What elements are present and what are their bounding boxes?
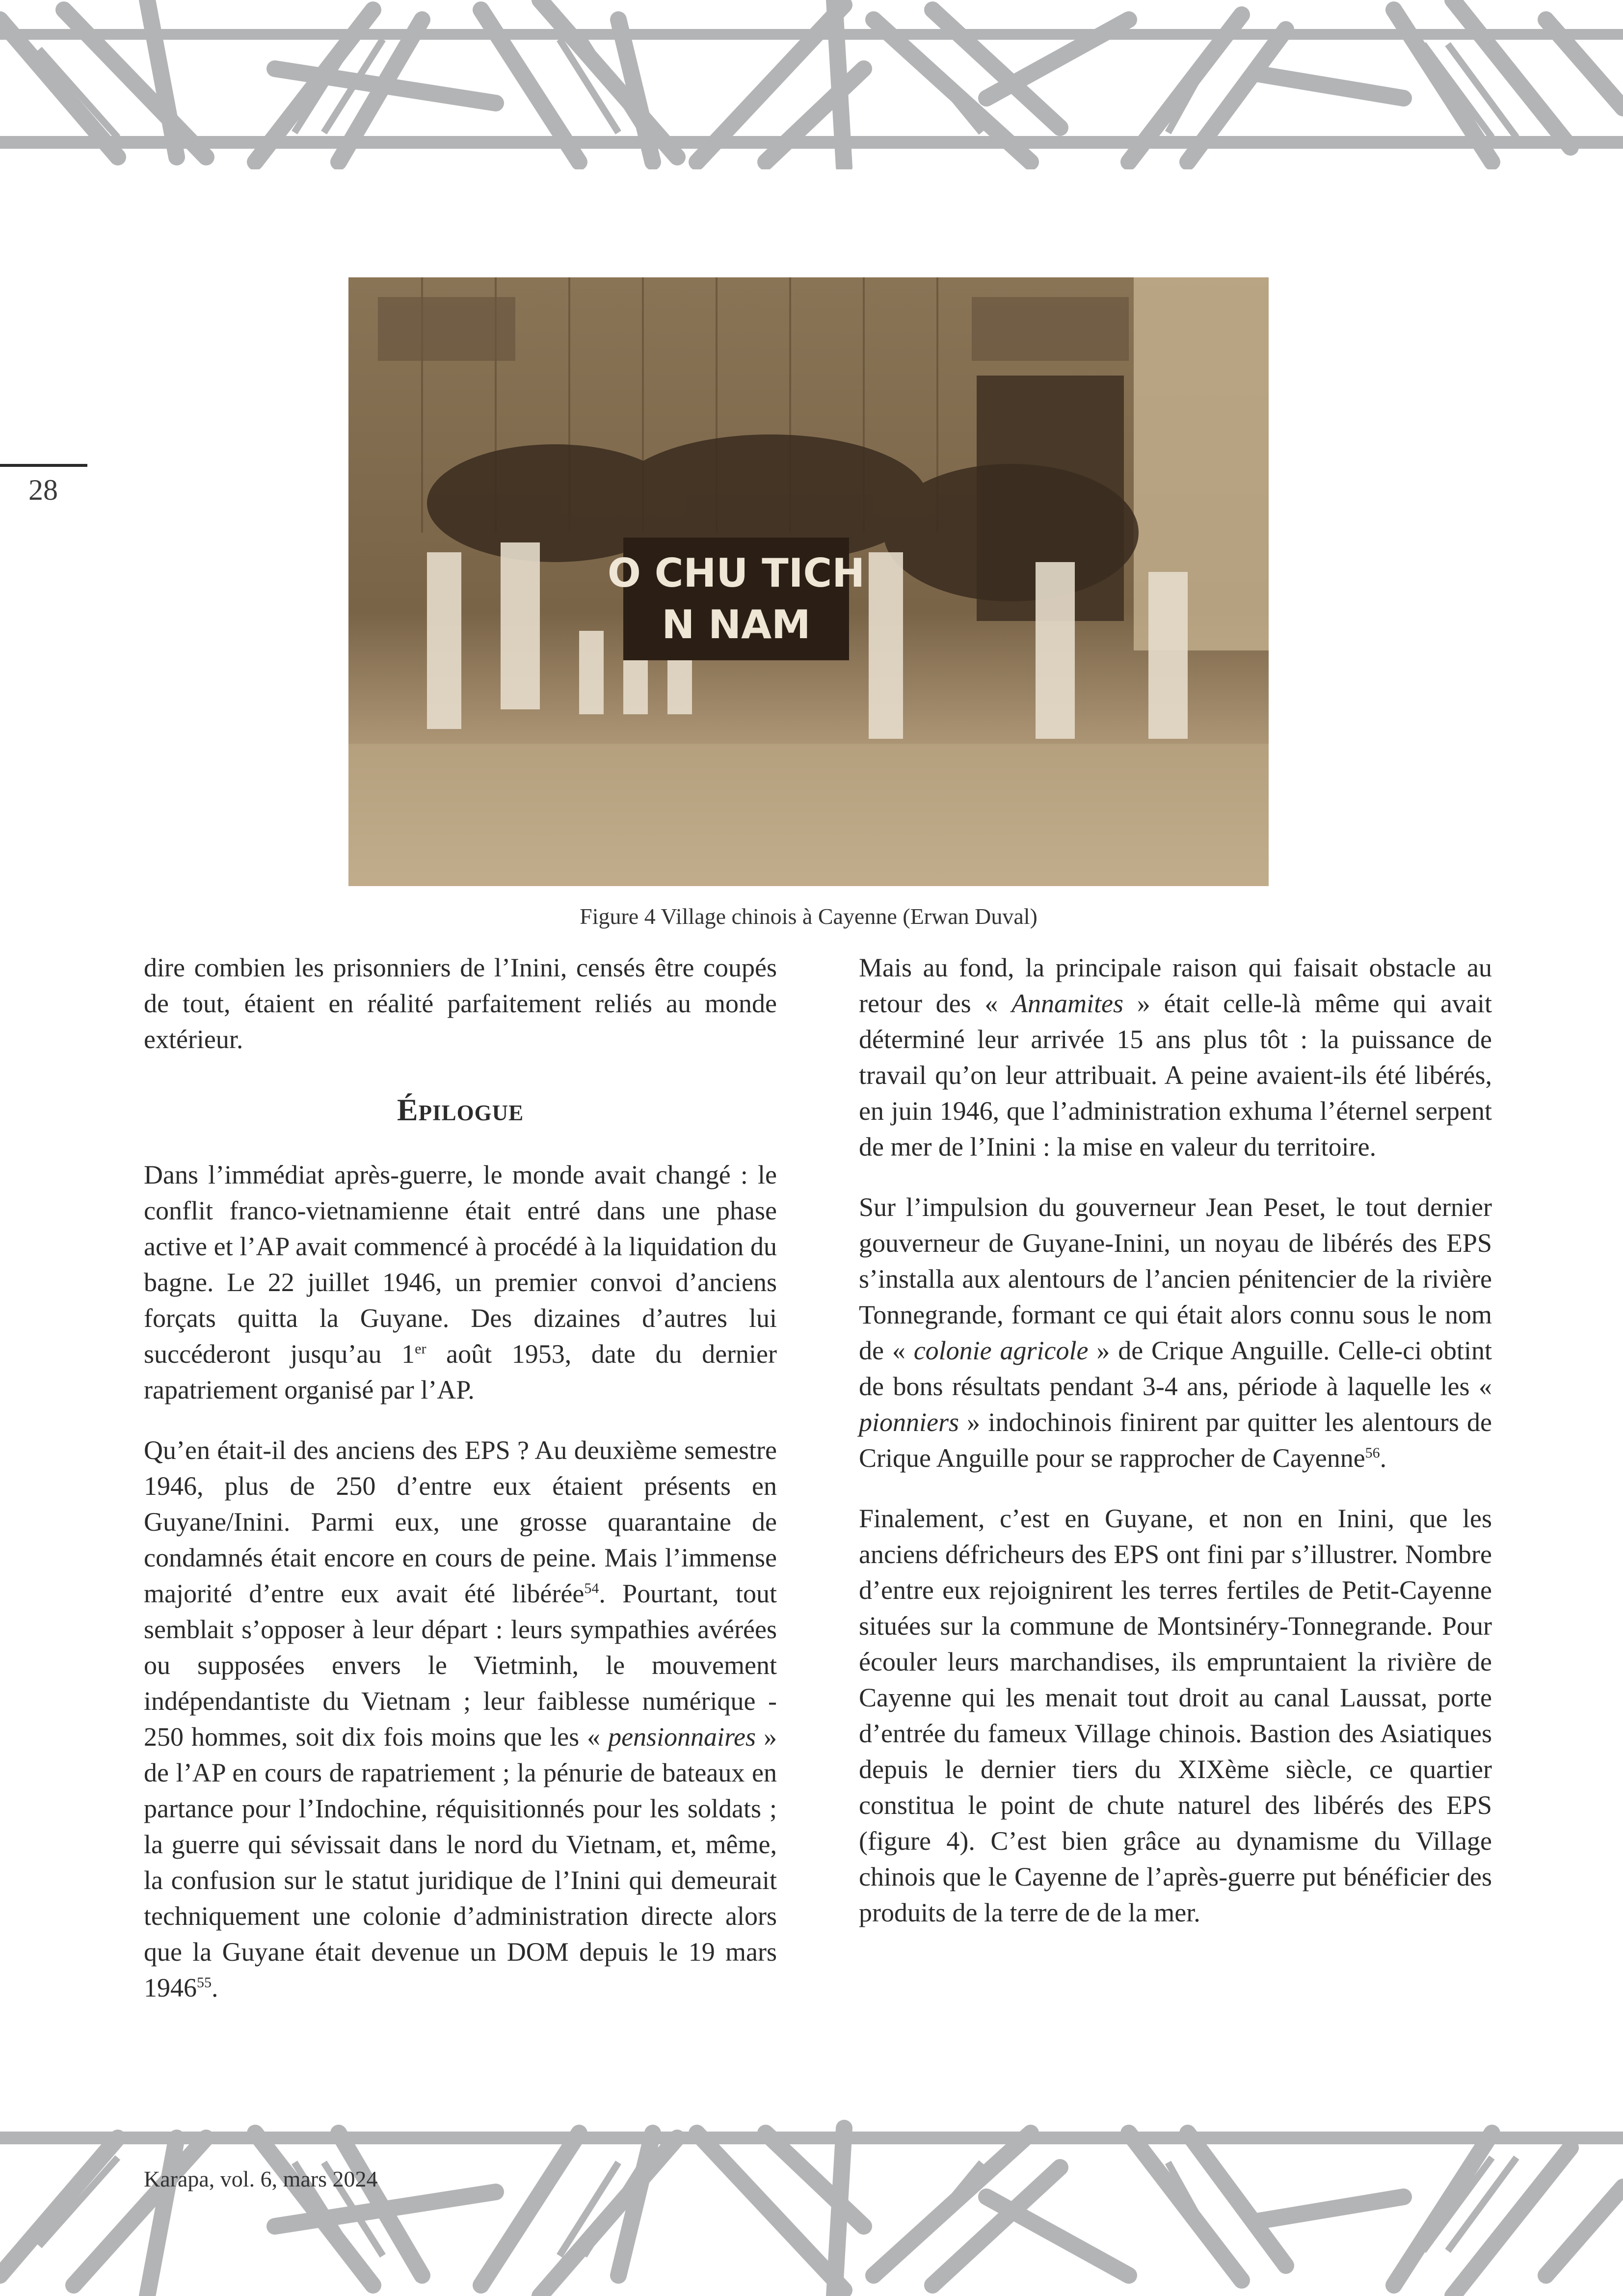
text-segment: Qu’en était-il des anciens des EPS ? Au deuxième semestre 1946, plus de 250 d’entre eux étaient présents en Guyane/Inini. Parmi eux, une grosse quarantaine de condamnés était encore en cours de peine. Mais l’immense majorité d’entre eux avait été libérée: [144, 1435, 777, 1608]
footnote-ref-55: 55: [197, 1974, 212, 1991]
superscript: er: [415, 1341, 426, 1357]
text-segment: » était celle-là même qui avait déterminé leur arrivée 15 ans plus tôt : la puissance de travail qu’on leur attribuait. A peine avaient-ils été libérés, en juin 1946, que l’administration exhuma l’éternel serpent de mer de l’Inini : la mise en valeur du territoire.: [859, 989, 1492, 1162]
text-segment: .: [1380, 1443, 1387, 1473]
left-paragraph-2: [144, 1157, 777, 1408]
figure-caption: Figure 4 Village chinois à Cayenne (Erwan Duval): [580, 904, 1038, 929]
text-segment: Sur l’impulsion du gouverneur Jean Peset, le tout dernier gouverneur de Guyane-Inini, un noyau de libérés des EPS s’installa aux alentours de l’ancien pénitencier de la rivière Tonnegrande, formant ce qui était alors connu sous le nom de «: [859, 1192, 1492, 1365]
page-number: 28: [28, 474, 58, 506]
text-segment: Dans l’immédiat après-guerre, le monde avait changé : le conflit franco-vietnamienne était entré dans une phase active et l’AP avait commencé à procédé à la liquidation du bagne. Le 22 juillet 1946, un premier convoi d’anciens forçats quitta la Guyane. Des dizaines d’autres lui succéderont jusqu’au 1: [144, 1160, 777, 1369]
banner-text-2: N NAM: [662, 602, 811, 648]
italic-term: Annamites: [1011, 989, 1124, 1018]
journal-footer: Karapa, vol. 6, mars 2024: [144, 2166, 378, 2191]
text-segment: Mais au fond, la principale raison qui faisait obstacle au retour des «: [859, 953, 1492, 1018]
right-paragraph-2: [859, 1189, 1492, 1476]
text-segment: août 1953, date du dernier rapatriement organisé par l’AP.: [144, 1339, 777, 1405]
photo-illustration: [348, 277, 1269, 886]
section-heading: [144, 1092, 777, 1128]
italic-term: pensionnaires: [608, 1722, 756, 1752]
page-number-rule: [0, 464, 87, 467]
top-decorative-band: [0, 0, 1623, 169]
historical-photo: [348, 277, 1269, 886]
tribal-pattern-top: [0, 0, 1623, 169]
right-column: [859, 950, 1492, 1955]
text-segment: » de Crique Anguille. Celle-ci obtint de bons résultats pendant 3-4 ans, période à laquelle les «: [859, 1336, 1492, 1401]
right-paragraph-1: [859, 950, 1492, 1165]
bottom-decorative-band: [0, 2118, 1623, 2296]
italic-term: colonie agricole: [913, 1336, 1089, 1365]
footnote-ref-56: 56: [1365, 1445, 1380, 1461]
left-paragraph-1: dire combien les prisonniers de l’Inini, censés être coupés de tout, étaient en réalité parfaitement reliés au monde extérieur.: [144, 953, 777, 1054]
left-paragraph-3: [144, 1432, 777, 2006]
footnote-ref-54: 54: [584, 1580, 599, 1596]
right-paragraph-3: Finalement, c’est en Guyane, et non en Inini, que les anciens défricheurs des EPS ont fini par s’illustrer. Nombre d’entre eux rejoignirent les terres fertiles de Petit-Cayenne situées sur la commune de Montsinéry-Tonnegrande. Pour écouler leurs marchandises, ils empruntaient la rivière de Cayenne qui les menait tout droit au canal Laussat, porte d’entrée du fameux Village chinois. Bastion des Asiatiques depuis le dernier tiers du XIXème siècle, ce quartier constitua le point de chute naturel des libérés des EPS (figure 4). C’est bien grâce au dynamisme du Village chinois que le Cayenne de l’après-guerre put bénéficier des produits de la terre de de la mer.: [859, 1504, 1492, 1927]
left-column: [144, 950, 777, 2030]
text-segment: » indochinois finirent par quitter les alentours de Crique Anguille pour se rapprocher de Cayenne: [859, 1407, 1492, 1473]
text-segment: » de l’AP en cours de rapatriement ; la pénurie de bateaux en partance pour l’Indochine, réquisitionnés pour les soldats ; la guerre qui sévissait dans le nord du Vietnam, et, même, la confusion sur le statut juridique de l’Inini qui demeurait techniquement une colonie d’administration directe alors que la Guyane était devenue un DOM depuis le 19 mars 1946: [144, 1722, 777, 2002]
italic-term: pionniers: [859, 1407, 959, 1437]
text-segment: .: [212, 1973, 218, 2002]
text-segment: . Pourtant, tout semblait s’opposer à leur départ : leurs sympathies avérées ou supposées envers le Vietminh, le mouvement indépendantiste du Vietnam ; leur faiblesse numérique - 250 hommes, soit dix fois moins que les «: [144, 1579, 777, 1752]
epilogue-heading: Épilogue: [397, 1092, 524, 1127]
banner-text-1: O CHU TICH: [607, 550, 865, 596]
tribal-pattern-bottom: [0, 2118, 1623, 2296]
